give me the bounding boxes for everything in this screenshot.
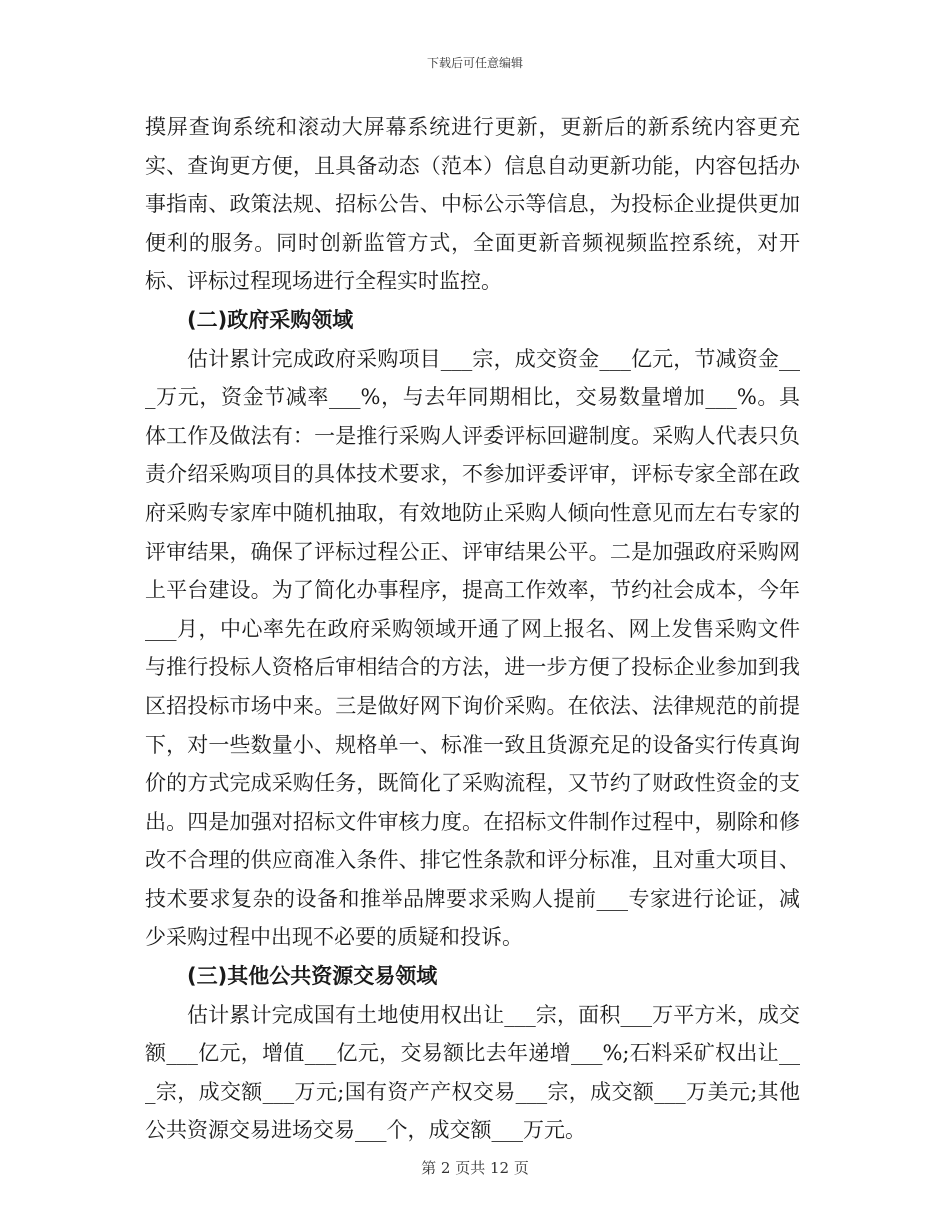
paragraph-government-procurement: 估计累计完成政府采购项目___宗，成交资金___亿元，节减资金___万元，资金节减率___%，与去年同期相比，交易数量增加___%。具体工作及做法有：一是推行采购人评委评标回避制度。采购人代表只负责介绍采购项目的具体技术要求，不参加评委评审，评标专家全部在政府采购专家库中随机抽取，有效地防止采购人倾向性意见而左右专家的评审结果，确保了评标过程公正、评审结果公平。二是加强政府采购网上平台建设。为了简化办事程序，提高工作效率，节约社会成本，今年___月，中心率先在政府采购领域开通了网上报名、网上发售采购文件与推行投标人资格后审相结合的方法，进一步方便了投标企业参加到我区招投标市场中来。三是做好网下询价采购。在依法、法律规范的前提下，对一些数量小、规格单一、标准一致且货源充足的设备实行传真询价的方式完成采购任务，既简化了采购流程，又节约了财政性资金的支出。四是加强对招标文件审核力度。在招标文件制作过程中，剔除和修改不合理的供应商准入条件、排它性条款和评分标准，且对重大项目、技术要求复杂的设备和推举品牌要求采购人提前___专家进行论证，减少采购过程中出现不必要的质疑和投诉。 (145, 346, 800, 950)
paragraph-other-public-resources: 估计累计完成国有土地使用权出让___宗，面积___万平方米，成交额___亿元，增值___亿元，交易额比去年递增___%;石料采矿权出让___宗，成交额___万元;国有资产产权交易___宗，成交额___万美元;其他公共资源交易进场交易___个，成交额___万元。 (145, 1002, 800, 1143)
page-number: 第 2 页共 12 页 (421, 1159, 529, 1177)
document-body (145, 108, 800, 1150)
paragraph-continued: 摸屏查询系统和滚动大屏幕系统进行更新，更新后的新系统内容更充实、查询更方便，且具备动态（范本）信息自动更新功能，内容包括办事指南、政策法规、招标公告、中标公示等信息，为投标企业提供更加便利的服务。同时创新监管方式，全面更新音频视频监控系统，对开标、评标过程现场进行全程实时监控。 (145, 115, 800, 294)
section-heading-other-public-resources: (三)其他公共资源交易领域 (187, 964, 438, 989)
section-heading-government-procurement: (二)政府采购领域 (187, 307, 354, 332)
page-header: 下载后可任意编辑 (426, 56, 523, 70)
